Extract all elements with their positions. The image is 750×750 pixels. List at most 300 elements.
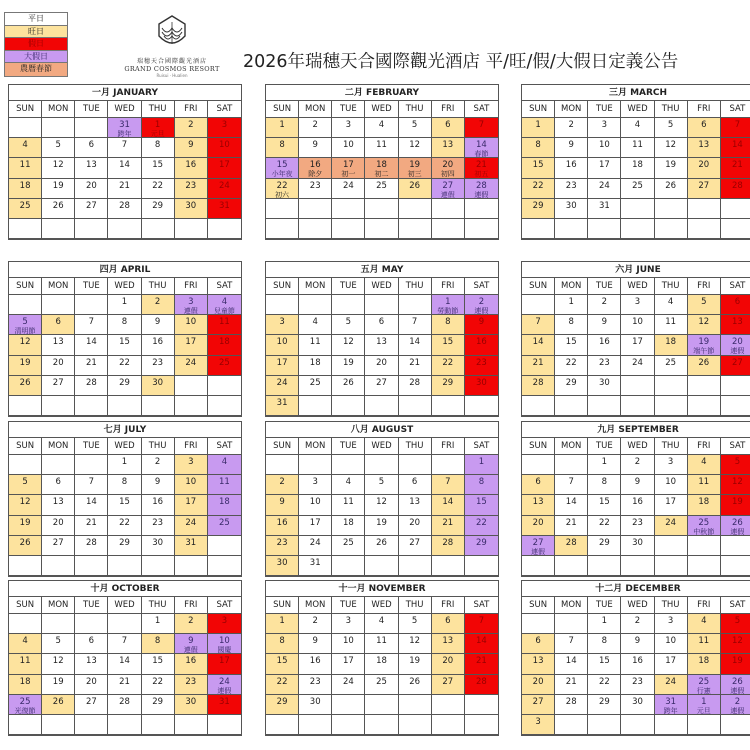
- weekday-header: MON: [42, 101, 75, 118]
- day-number: 6: [55, 477, 61, 488]
- day-number: 24: [219, 676, 230, 687]
- day-number: 18: [219, 497, 230, 508]
- day-number: 4: [634, 120, 641, 130]
- empty-cell: [399, 295, 432, 315]
- day-number: 16: [152, 497, 164, 508]
- day-cell: [555, 516, 588, 536]
- day-number: 2: [188, 616, 194, 626]
- holiday-note: 初六: [275, 190, 290, 199]
- day-cell: [555, 295, 588, 315]
- day-cell: [588, 634, 621, 654]
- legend-peak: 旺日: [5, 26, 67, 39]
- day-cell: [465, 315, 498, 335]
- day-number: 26: [409, 676, 421, 687]
- day-cell: [399, 138, 432, 158]
- day-number: 27: [532, 696, 544, 707]
- day-cell: [688, 634, 721, 654]
- day-cell: [465, 634, 498, 654]
- day-number: 11: [698, 636, 710, 647]
- day-cell: [399, 495, 432, 515]
- weekday-header: WED: [621, 597, 654, 614]
- day-number: 30: [185, 200, 197, 211]
- empty-cell: [621, 556, 654, 576]
- empty-cell: [721, 556, 750, 576]
- day-cell: [208, 295, 241, 315]
- empty-cell: [42, 715, 75, 735]
- day-cell: [266, 396, 299, 416]
- empty-cell: [588, 219, 621, 239]
- day-cell: [688, 356, 721, 376]
- empty-cell: [655, 715, 688, 735]
- weekday-header: SUN: [266, 597, 299, 614]
- day-cell: [266, 495, 299, 515]
- month-title: 三月 MARCH: [522, 85, 750, 101]
- day-number: 25: [19, 200, 31, 211]
- weekday-header: TUE: [588, 101, 621, 118]
- day-cell: [142, 654, 175, 674]
- day-cell: [332, 495, 365, 515]
- day-number: 10: [342, 636, 354, 647]
- day-number: 9: [154, 477, 161, 488]
- day-cell: [9, 536, 42, 556]
- day-number: 11: [219, 477, 230, 488]
- weekday-header: SAT: [465, 278, 498, 295]
- day-cell: [721, 356, 750, 376]
- day-cell: [432, 475, 465, 495]
- empty-cell: [655, 556, 688, 576]
- day-number: 21: [476, 160, 487, 171]
- day-cell: [399, 475, 432, 495]
- day-cell: [175, 614, 208, 634]
- day-cell: [42, 516, 75, 536]
- day-cell: [588, 295, 621, 315]
- day-number: 12: [665, 140, 677, 151]
- weekday-header: TUE: [332, 278, 365, 295]
- day-number: 14: [476, 140, 487, 151]
- empty-cell: [108, 219, 141, 239]
- empty-cell: [555, 556, 588, 576]
- day-cell: [399, 179, 432, 199]
- day-cell: [688, 335, 721, 355]
- day-number: 10: [665, 636, 677, 647]
- weekday-header: FRI: [688, 278, 721, 295]
- day-cell: [721, 158, 750, 178]
- weekday-header: TUE: [332, 597, 365, 614]
- day-cell: [555, 158, 588, 178]
- day-number: 27: [732, 357, 743, 368]
- day-number: 6: [378, 317, 385, 328]
- day-number: 8: [121, 317, 128, 328]
- weekday-header: SUN: [522, 597, 555, 614]
- day-cell: [75, 634, 108, 654]
- day-number: 2: [188, 120, 194, 130]
- day-cell: [365, 138, 398, 158]
- day-cell: [432, 634, 465, 654]
- weekday-header: SUN: [9, 101, 42, 118]
- day-cell: [208, 118, 241, 138]
- day-number: 6: [88, 636, 95, 647]
- day-cell: [621, 614, 654, 634]
- day-number: 23: [598, 357, 610, 368]
- day-number: 2: [634, 616, 641, 626]
- empty-cell: [108, 715, 141, 735]
- holiday-note: 連假: [183, 307, 198, 315]
- weekday-header: MON: [42, 278, 75, 295]
- day-cell: [465, 614, 498, 634]
- day-number: 2: [312, 120, 318, 130]
- day-number: 18: [698, 656, 710, 667]
- day-number: 29: [119, 377, 130, 388]
- empty-cell: [332, 199, 365, 219]
- day-number: 26: [52, 696, 64, 707]
- empty-cell: [9, 715, 42, 735]
- day-number: 11: [376, 140, 387, 151]
- day-cell: [688, 516, 721, 536]
- day-cell: [266, 695, 299, 715]
- day-number: 11: [342, 497, 354, 508]
- day-cell: [621, 158, 654, 178]
- resort-logo: [122, 14, 222, 78]
- empty-cell: [465, 199, 498, 219]
- day-number: 20: [732, 337, 743, 348]
- empty-cell: [142, 219, 175, 239]
- day-number: 5: [345, 317, 352, 328]
- logo-english-name: GRAND COSMOS RESORT: [124, 65, 220, 73]
- day-number: 14: [732, 140, 743, 151]
- day-cell: [432, 516, 465, 536]
- day-number: 25: [698, 676, 710, 687]
- day-number: 27: [698, 180, 710, 191]
- day-cell: [266, 634, 299, 654]
- day-cell: [465, 495, 498, 515]
- day-number: 9: [634, 477, 641, 488]
- day-number: 3: [345, 616, 352, 626]
- empty-cell: [365, 396, 398, 416]
- day-cell: [175, 455, 208, 475]
- day-number: 14: [85, 497, 97, 508]
- day-number: 14: [532, 337, 544, 348]
- day-cell: [721, 315, 750, 335]
- day-cell: [175, 634, 208, 654]
- day-cell: [175, 158, 208, 178]
- day-cell: [688, 179, 721, 199]
- day-cell: [75, 495, 108, 515]
- day-number: 4: [221, 297, 228, 307]
- day-cell: [555, 179, 588, 199]
- day-number: 31: [185, 537, 197, 548]
- day-number: 19: [732, 497, 743, 508]
- empty-cell: [208, 556, 241, 576]
- weekday-header: TUE: [332, 438, 365, 455]
- day-number: 21: [532, 357, 544, 368]
- weekday-header: WED: [621, 101, 654, 118]
- empty-cell: [365, 455, 398, 475]
- day-cell: [522, 475, 555, 495]
- day-number: 31: [309, 557, 321, 568]
- day-cell: [465, 475, 498, 495]
- day-number: 9: [279, 497, 285, 508]
- day-cell: [299, 356, 332, 376]
- day-number: 27: [409, 537, 421, 548]
- day-number: 25: [376, 676, 387, 687]
- day-number: 9: [312, 140, 318, 151]
- day-cell: [688, 315, 721, 335]
- weekday-header: SAT: [465, 438, 498, 455]
- weekday-header: SAT: [208, 101, 241, 118]
- weekday-header: TUE: [75, 438, 108, 455]
- day-cell: [332, 158, 365, 178]
- day-number: 27: [85, 696, 97, 707]
- empty-cell: [332, 695, 365, 715]
- legend-weekday: 平日: [5, 13, 67, 26]
- empty-cell: [655, 219, 688, 239]
- day-number: 28: [476, 180, 487, 191]
- day-cell: [555, 634, 588, 654]
- day-cell: [266, 675, 299, 695]
- day-number: 30: [152, 537, 164, 548]
- day-cell: [108, 675, 141, 695]
- empty-cell: [175, 396, 208, 416]
- empty-cell: [432, 199, 465, 219]
- day-number: 29: [476, 537, 487, 548]
- empty-cell: [75, 396, 108, 416]
- day-cell: [721, 118, 750, 138]
- day-number: 8: [279, 636, 285, 647]
- day-cell: [108, 179, 141, 199]
- day-cell: [588, 455, 621, 475]
- empty-cell: [332, 455, 365, 475]
- day-number: 10: [598, 140, 610, 151]
- weekday-header: MON: [555, 278, 588, 295]
- empty-cell: [399, 695, 432, 715]
- month-title: 八月 AUGUST: [266, 422, 498, 438]
- day-cell: [365, 614, 398, 634]
- day-number: 1: [279, 616, 285, 626]
- day-number: 2: [312, 616, 318, 626]
- day-cell: [208, 614, 241, 634]
- day-cell: [175, 516, 208, 536]
- day-cell: [399, 654, 432, 674]
- day-number: 8: [535, 140, 541, 151]
- day-number: 5: [378, 477, 385, 488]
- day-number: 29: [598, 537, 610, 548]
- day-cell: [655, 475, 688, 495]
- day-number: 25: [632, 180, 643, 191]
- weekday-header: SAT: [721, 597, 750, 614]
- day-cell: [465, 536, 498, 556]
- day-cell: [621, 455, 654, 475]
- day-cell: [655, 335, 688, 355]
- weekday-header: FRI: [432, 597, 465, 614]
- day-cell: [208, 695, 241, 715]
- empty-cell: [465, 396, 498, 416]
- weekday-header: THU: [655, 438, 688, 455]
- weekday-header: FRI: [432, 101, 465, 118]
- day-cell: [522, 118, 555, 138]
- day-cell: [142, 475, 175, 495]
- day-number: 7: [445, 477, 451, 488]
- day-cell: [9, 675, 42, 695]
- day-number: 21: [119, 180, 130, 191]
- weekday-header: TUE: [588, 438, 621, 455]
- day-number: 26: [732, 676, 743, 687]
- empty-cell: [142, 396, 175, 416]
- empty-cell: [42, 455, 75, 475]
- empty-cell: [721, 376, 750, 396]
- day-number: 17: [598, 160, 610, 171]
- day-number: 17: [185, 337, 197, 348]
- day-cell: [365, 376, 398, 396]
- day-number: 17: [632, 337, 643, 348]
- day-cell: [721, 654, 750, 674]
- day-number: 1: [154, 616, 161, 626]
- day-cell: [522, 715, 555, 735]
- empty-cell: [365, 295, 398, 315]
- weekday-header: FRI: [175, 278, 208, 295]
- weekday-header: THU: [142, 438, 175, 455]
- day-cell: [555, 138, 588, 158]
- day-number: 19: [698, 337, 710, 348]
- empty-cell: [75, 556, 108, 576]
- day-number: 23: [152, 517, 164, 528]
- day-cell: [432, 158, 465, 178]
- weekday-header: WED: [365, 438, 398, 455]
- month-calendar: [8, 421, 242, 577]
- day-number: 12: [732, 477, 743, 488]
- day-number: 10: [185, 317, 197, 328]
- day-number: 19: [376, 517, 387, 528]
- day-number: 6: [411, 477, 418, 488]
- day-cell: [332, 614, 365, 634]
- holiday-note: 小年夜: [271, 170, 293, 179]
- day-cell: [721, 675, 750, 695]
- day-number: 16: [632, 656, 643, 667]
- day-cell: [721, 475, 750, 495]
- weekday-header: MON: [555, 438, 588, 455]
- day-number: 1: [478, 457, 485, 467]
- empty-cell: [175, 376, 208, 396]
- empty-cell: [299, 219, 332, 239]
- day-number: 12: [698, 317, 710, 328]
- day-number: 26: [342, 377, 354, 388]
- day-cell: [332, 138, 365, 158]
- day-cell: [142, 614, 175, 634]
- empty-cell: [522, 295, 555, 315]
- day-number: 6: [88, 140, 95, 151]
- empty-cell: [399, 715, 432, 735]
- empty-cell: [721, 536, 750, 556]
- empty-cell: [399, 199, 432, 219]
- day-number: 30: [276, 557, 288, 568]
- day-number: 25: [19, 696, 31, 707]
- day-number: 4: [22, 140, 28, 151]
- day-number: 13: [85, 656, 97, 667]
- day-number: 23: [276, 537, 288, 548]
- holiday-note: 元旦: [696, 706, 711, 715]
- day-cell: [42, 376, 75, 396]
- day-number: 5: [411, 120, 418, 130]
- holiday-note: 端午節: [693, 347, 715, 356]
- day-cell: [299, 475, 332, 495]
- empty-cell: [299, 199, 332, 219]
- day-number: 8: [601, 477, 608, 488]
- day-number: 19: [19, 517, 31, 528]
- day-cell: [208, 179, 241, 199]
- day-cell: [721, 634, 750, 654]
- day-number: 17: [665, 497, 677, 508]
- day-number: 7: [568, 636, 574, 647]
- day-number: 4: [701, 616, 707, 626]
- weekday-header: MON: [299, 438, 332, 455]
- empty-cell: [9, 396, 42, 416]
- day-number: 9: [568, 140, 574, 151]
- day-cell: [399, 376, 432, 396]
- day-number: 24: [342, 180, 354, 191]
- day-cell: [399, 335, 432, 355]
- day-cell: [266, 356, 299, 376]
- day-number: 17: [342, 656, 354, 667]
- day-cell: [621, 118, 654, 138]
- holiday-note: 春節: [474, 150, 489, 159]
- empty-cell: [42, 556, 75, 576]
- day-number: 5: [411, 616, 418, 626]
- day-cell: [399, 516, 432, 536]
- day-cell: [688, 138, 721, 158]
- weekday-header: FRI: [175, 597, 208, 614]
- day-number: 19: [409, 656, 421, 667]
- day-number: 5: [55, 140, 61, 151]
- day-cell: [332, 634, 365, 654]
- empty-cell: [555, 396, 588, 416]
- empty-cell: [522, 614, 555, 634]
- day-cell: [266, 376, 299, 396]
- day-number: 4: [378, 120, 385, 130]
- day-number: 10: [219, 636, 230, 647]
- day-number: 23: [309, 180, 321, 191]
- day-cell: [108, 695, 141, 715]
- empty-cell: [75, 455, 108, 475]
- day-number: 18: [698, 497, 710, 508]
- day-cell: [266, 158, 299, 178]
- empty-cell: [208, 536, 241, 556]
- day-cell: [75, 536, 108, 556]
- day-number: 29: [565, 377, 577, 388]
- day-number: 23: [185, 676, 197, 687]
- day-number: 22: [276, 180, 288, 191]
- day-cell: [465, 654, 498, 674]
- day-cell: [108, 356, 141, 376]
- holiday-note: 連假: [183, 646, 198, 655]
- day-cell: [621, 295, 654, 315]
- day-cell: [299, 556, 332, 576]
- empty-cell: [465, 556, 498, 576]
- day-cell: [432, 536, 465, 556]
- day-cell: [75, 695, 108, 715]
- day-cell: [588, 614, 621, 634]
- day-cell: [42, 179, 75, 199]
- weekday-header: FRI: [688, 597, 721, 614]
- day-cell: [688, 158, 721, 178]
- day-cell: [399, 118, 432, 138]
- day-number: 18: [342, 517, 354, 528]
- day-number: 14: [409, 337, 421, 348]
- day-cell: [42, 634, 75, 654]
- month-calendar: [265, 261, 499, 417]
- empty-cell: [465, 219, 498, 239]
- day-cell: [75, 475, 108, 495]
- day-cell: [299, 516, 332, 536]
- day-number: 8: [478, 477, 485, 488]
